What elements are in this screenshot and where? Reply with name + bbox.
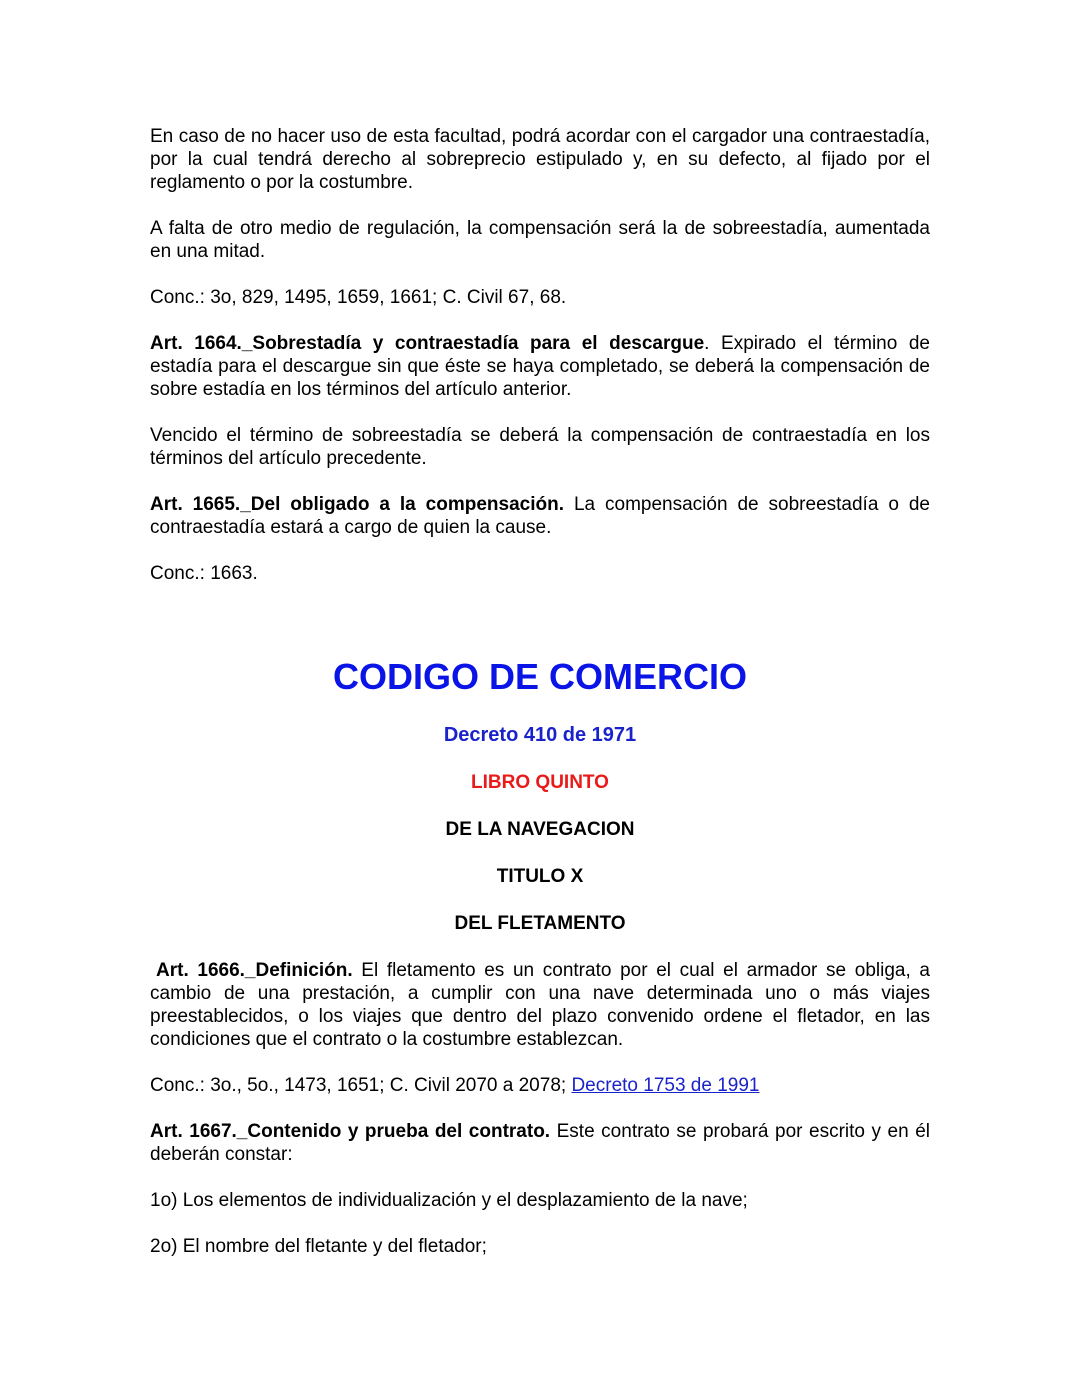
article-1667-title: Art. 1667._Contenido y prueba del contrato. bbox=[150, 1121, 551, 1142]
decree-title: Decreto 410 de 1971 bbox=[443, 724, 637, 746]
article-1665-title: Art. 1665._Del obligado a la compensación. bbox=[150, 494, 564, 515]
paragraph-compensacion: A falta de otro medio de regulación, la compensación será la de sobreestadía, aumentada en una mitad. bbox=[150, 218, 930, 262]
code-title: CODIGO DE COMERCIO bbox=[332, 656, 748, 697]
list-item: 1o) Los elementos de individualización y el desplazamiento de la nave; bbox=[150, 1190, 748, 1211]
article-1666-text: El fletamento es un contrato por el cual el armador se obliga, a cambio de una prestación, a cumplir con una nave determinada uno o más viajes preestablecidos, o los viajes que dentro del plazo convenido ordene el fletador, en las condiciones que el contrato o la costumbre establezcan. bbox=[150, 960, 930, 1050]
article-1665 bbox=[150, 493, 930, 539]
article-1665-text: La compensación de sobreestadía o de contraestadía estará a cargo de quien la cause. bbox=[150, 494, 930, 538]
paragraph-contraestadia: En caso de no hacer uso de esta facultad, podrá acordar con el cargador una contraestadía, por la cual tendrá derecho al sobreprecio estipulado y, en su defecto, al fijado por el reglamento o por la costumbre. bbox=[150, 126, 930, 193]
document-page bbox=[150, 125, 930, 1258]
article-1664-para2: Vencido el término de sobreestadía se deberá la compensación de contraestadía en los términos del artículo precedente. bbox=[150, 425, 930, 469]
titulo-title: TITULO X bbox=[496, 866, 584, 887]
article-1666-title: Art. 1666._Definición. bbox=[156, 960, 353, 981]
list-item: 2o) El nombre del fletante y del fletador; bbox=[150, 1236, 487, 1257]
concordance-1666-text: Conc.: 3o., 5o., 1473, 1651; C. Civil 2070 a 2078; bbox=[150, 1075, 572, 1096]
article-1664-title: Art. 1664._Sobrestadía y contraestadía para el descargue bbox=[150, 333, 705, 354]
chapter-title: DEL FLETAMENTO bbox=[454, 913, 626, 934]
concordance-1665: Conc.: 1663. bbox=[150, 563, 258, 584]
decreto-1753-link[interactable]: Decreto 1753 de 1991 bbox=[571, 1075, 760, 1096]
article-1664 bbox=[150, 332, 930, 401]
book-title: LIBRO QUINTO bbox=[471, 772, 609, 793]
article-1664-text: . Expirado el término de estadía para el descargue sin que éste se haya completado, se deberá la compensación de sobre estadía en los términos del artículo anterior. bbox=[150, 333, 931, 400]
article-1667-text: Este contrato se probará por escrito y en él deberán constar: bbox=[150, 1121, 930, 1165]
article-1667 bbox=[150, 1120, 930, 1166]
article-1666 bbox=[150, 959, 930, 1051]
concordance-1663: Conc.: 3o, 829, 1495, 1659, 1661; C. Civil 67, 68. bbox=[150, 287, 567, 308]
section-title: DE LA NAVEGACION bbox=[445, 819, 635, 840]
concordance-1666 bbox=[150, 1074, 930, 1097]
